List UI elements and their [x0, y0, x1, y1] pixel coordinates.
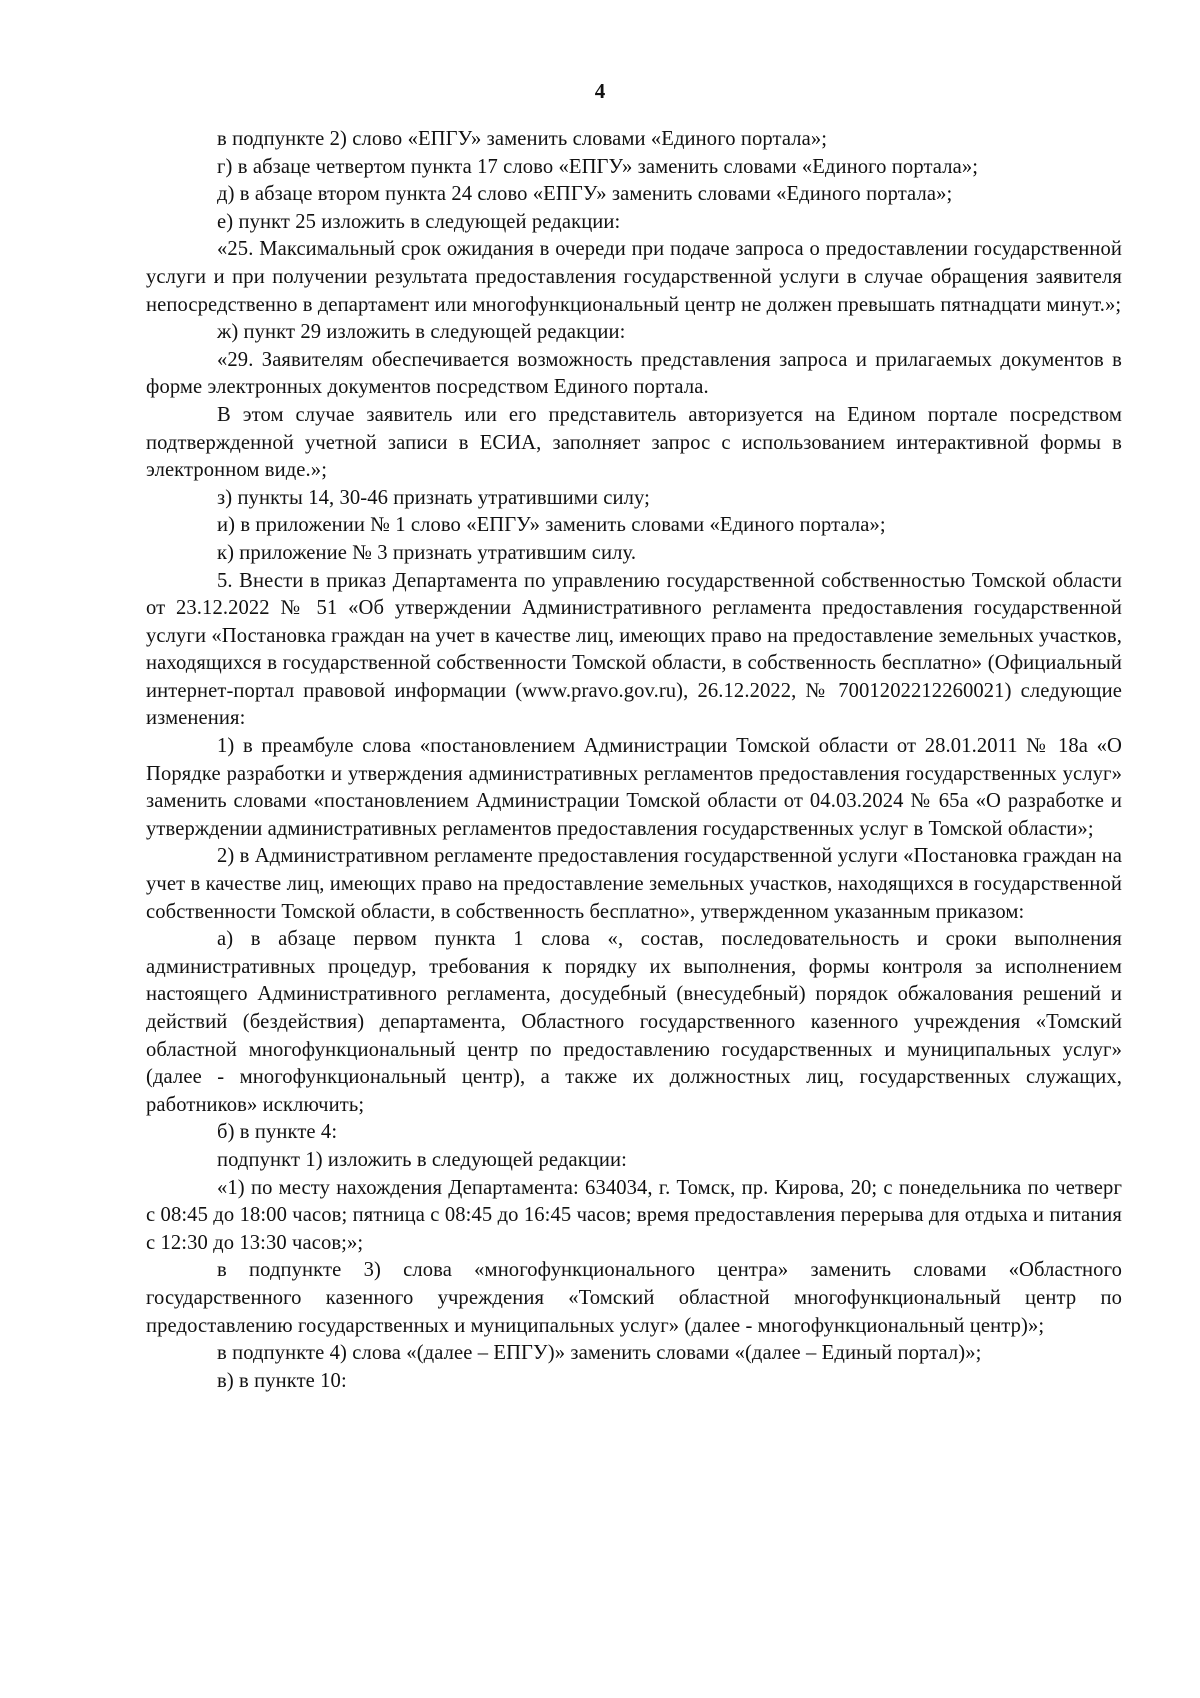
- paragraph: е) пункт 25 изложить в следующей редакции:: [217, 210, 621, 233]
- paragraph: а) в абзаце первом пункта 1 слова «, состав, последовательность и сроки выполнения административных процедур, требования к порядку их выполнения, формы контроля за исполнением настоящего Административного регламента, досудебный (внесудебный) порядок обжалования решений и действий (бездействия) департамента, Областного государственного казенного учреждения «Томский областной многофункциональный центр по предоставлению государственных и муниципальных услуг» (далее - многофункциональный центр), а также их должностных лиц, государственных служащих, работников» исключить;: [146, 928, 1122, 1116]
- page-number: 4: [594, 79, 606, 103]
- paragraph: 2) в Административном регламенте предоставления государственной услуги «Постановка граждан на учет в качестве лиц, имеющих право на предоставление земельных участков, находящихся в государственной собственности Томской области, в собственность бесплатно», утвержденном указанным приказом:: [146, 845, 1122, 923]
- paragraph: 1) в преамбуле слова «постановлением Администрации Томской области от 28.01.2011 № 18а «О Порядке разработки и утверждения административных регламентов предоставления государственных услуг» заменить словами «постановлением Администрации Томской области от 04.03.2024 № 65а «О разработке и утверждении административных регламентов предоставления государственных услуг в Томской области»;: [146, 735, 1122, 840]
- paragraph: в) в пункте 10:: [217, 1369, 347, 1392]
- paragraph: б) в пункте 4:: [217, 1121, 338, 1144]
- paragraph: д) в абзаце втором пункта 24 слово «ЕПГУ» заменить словами «Единого портала»;: [217, 183, 953, 206]
- paragraph: в подпункте 2) слово «ЕПГУ» заменить словами «Единого портала»;: [217, 128, 828, 150]
- paragraph: В этом случае заявитель или его представитель авторизуется на Едином портале посредством подтвержденной учетной записи в ЕСИА, заполняет запрос с использованием интерактивной формы в электронном виде.»;: [146, 403, 1122, 482]
- paragraph: «25. Максимальный срок ожидания в очереди при подаче запроса о предоставлении государственной услуги и при получении результата предоставления государственной услуги в случае обращения заявителя непосредственно в департамент или многофункциональный центр не должен превышать пятнадцати минут.»;: [146, 238, 1122, 316]
- paragraph: в подпункте 3) слова «многофункционального центра» заменить словами «Областного государственного казенного учреждения «Томский областной многофункциональный центр по предоставлению государственных и муниципальных услуг» (далее - многофункциональный центр)»;: [146, 1259, 1122, 1337]
- paragraph: к) приложение № 3 признать утратившим силу.: [217, 541, 637, 564]
- paragraph: 5. Внести в приказ Департамента по управлению государственной собственностью Томской области от 23.12.2022 № 51 «Об утверждении Административного регламента предоставления государственной услуги «Постановка граждан на учет в качестве лиц, имеющих право на предоставление земельных участков, находящихся в государственной собственности Томской области, в собственность бесплатно» (Официальный интернет-портал правовой информации (www.pravo.gov.ru), 26.12.2022, № 7001202212260021) следующие изменения:: [146, 569, 1122, 730]
- paragraph: з) пункты 14, 30-46 признать утратившими силу;: [217, 486, 650, 509]
- paragraph: «1) по месту нахождения Департамента: 634034, г. Томск, пр. Кирова, 20; с понедельника по четверг с 08:45 до 18:00 часов; пятница с 08:45 до 16:45 часов; время предоставления перерыва для отдыха и питания с 12:30 до 13:30 часов;»;: [146, 1176, 1122, 1254]
- paragraph: г) в абзаце четвертом пункта 17 слово «ЕПГУ» заменить словами «Единого портала»;: [217, 155, 979, 178]
- paragraph: подпункт 1) изложить в следующей редакции:: [217, 1148, 627, 1171]
- paragraph: «29. Заявителям обеспечивается возможность представления запроса и прилагаемых документов в форме электронных документов посредством Единого портала.: [146, 348, 1122, 399]
- paragraph: ж) пункт 29 изложить в следующей редакции:: [217, 321, 626, 344]
- paragraph: и) в приложении № 1 слово «ЕПГУ» заменить словами «Единого портала»;: [217, 514, 886, 537]
- paragraph: в подпункте 4) слова «(далее – ЕПГУ)» заменить словами «(далее – Единый портал)»;: [217, 1342, 982, 1365]
- document-body: [146, 126, 1122, 1395]
